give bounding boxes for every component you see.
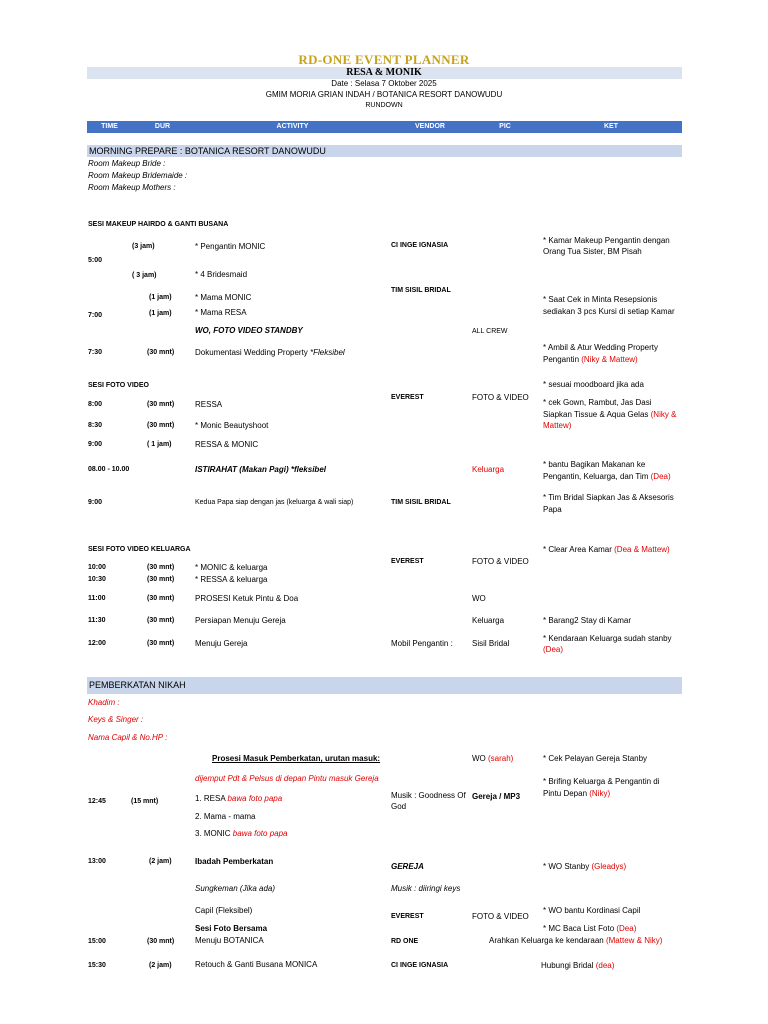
- dur-cell: (3 jam): [132, 243, 155, 250]
- col-dur: DUR: [154, 123, 171, 130]
- pic-cell: Gereja / MP3: [472, 792, 521, 801]
- vendor-cell: RD ONE: [391, 938, 419, 945]
- dur-cell: (30 mnt): [147, 640, 175, 647]
- dur-cell: ( 3 jam): [132, 272, 157, 279]
- dur-cell: (30 mnt): [147, 595, 175, 602]
- col-time: TIME: [101, 123, 118, 130]
- ket-cell: * Kendaraan Keluarga sudah stanby: [543, 634, 672, 643]
- morning-note: Room Makeup Bridemaide :: [88, 171, 188, 180]
- ket-cell: * WO Stanby (Gleadys): [543, 862, 627, 871]
- section-title-makeup: SESI MAKEUP HAIRDO & GANTI BUSANA: [88, 221, 229, 228]
- time-cell: 11:30: [88, 617, 106, 624]
- time-cell: 10:30: [88, 576, 106, 583]
- section-title-foto: SESI FOTO VIDEO: [88, 382, 149, 389]
- activity-cell: * MONIC & keluarga: [195, 563, 268, 572]
- pic-cell: WO (sarah): [472, 754, 514, 763]
- time-cell: 8:00: [88, 401, 103, 408]
- activity-cell: Sesi Foto Bersama: [195, 924, 268, 933]
- activity-cell: * Pengantin MONIC: [195, 242, 266, 251]
- dur-cell: (2 jam): [149, 858, 172, 865]
- pic-cell: FOTO & VIDEO: [472, 557, 529, 566]
- time-cell: 7:00: [88, 312, 103, 319]
- dur-cell: (1 jam): [149, 294, 172, 301]
- vendor-cell: Musik : Goodness Of: [391, 791, 466, 800]
- ket-cell: Pintu Depan (Niky): [543, 789, 611, 798]
- nikah-note: Nama Capil & No.HP :: [88, 733, 168, 742]
- col-activity: ACTIVITY: [276, 123, 309, 130]
- activity-cell: ISTIRAHAT (Makan Pagi) *fleksibel: [195, 465, 326, 474]
- dur-cell: ( 1 jam): [147, 441, 172, 448]
- ket-cell: * WO bantu Kordinasi Capil: [543, 906, 641, 915]
- time-cell: 5:00: [88, 257, 103, 264]
- morning-note: Room Makeup Mothers :: [88, 183, 176, 192]
- ket-cell: * Brifing Keluarga & Pengantin di: [543, 777, 660, 786]
- activity-cell: RESSA: [195, 400, 223, 409]
- pic-cell: Keluarga: [472, 465, 505, 474]
- activity-cell: * Mama MONIC: [195, 293, 252, 302]
- ket-cell: * MC Baca List Foto (Dea): [543, 924, 637, 933]
- couple-name: RESA & MONIK: [346, 67, 422, 78]
- ket-cell: Papa: [543, 505, 562, 514]
- ket-cell: * Clear Area Kamar (Dea & Mattew): [543, 545, 670, 554]
- activity-cell: 1. RESA bawa foto papa: [195, 794, 283, 803]
- brand-title: RD-ONE EVENT PLANNER: [298, 52, 470, 67]
- ket-cell: * Cek Pelayan Gereja Stanby: [543, 754, 648, 763]
- ket-cell: Arahkan Keluarga ke kendaraan (Mattew & Niky): [489, 936, 663, 945]
- pic-cell: Keluarga: [472, 616, 505, 625]
- nikah-note: Keys & Singer :: [88, 715, 144, 724]
- ket-cell: * sesuai moodboard jika ada: [543, 380, 644, 389]
- morning-note: Room Makeup Bride :: [88, 159, 166, 168]
- dur-cell: (30 mnt): [147, 401, 175, 408]
- col-ket: KET: [604, 123, 618, 130]
- col-vendor: VENDOR: [415, 123, 445, 130]
- dur-cell: (30 mnt): [147, 349, 175, 356]
- activity-cell: Prosesi Masuk Pemberkatan, urutan masuk:: [212, 754, 381, 763]
- nikah-note: Khadim :: [88, 698, 120, 707]
- rundown-label: RUNDOWN: [365, 102, 403, 109]
- event-venue: GMIM MORIA GRIAN INDAH / BOTANICA RESORT DANOWUDU: [265, 90, 503, 99]
- section-title-keluarga: SESI FOTO VIDEO KELUARGA: [88, 546, 191, 553]
- section-title-morning: MORNING PREPARE : BOTANICA RESORT DANOWUDU: [89, 146, 326, 156]
- activity-cell: * Monic Beautyshoot: [195, 421, 269, 430]
- activity-cell: Persiapan Menuju Gereja: [195, 616, 286, 625]
- activity-cell: Capil (Fleksibel): [195, 906, 253, 915]
- time-cell: 12:00: [88, 640, 106, 647]
- pic-cell: WO: [472, 594, 486, 603]
- dur-cell: (30 mnt): [147, 576, 175, 583]
- time-cell: 9:00: [88, 499, 103, 506]
- time-cell: 13:00: [88, 858, 106, 865]
- dur-cell: (2 jam): [149, 962, 172, 969]
- dur-cell: (30 mnt): [147, 938, 175, 945]
- pic-cell: FOTO & VIDEO: [472, 912, 529, 921]
- activity-cell: Kedua Papa siap dengan jas (keluarga & wali siap): [195, 499, 354, 506]
- ket-cell: Siapkan Tissue & Aqua Gelas (Niky &: [543, 410, 677, 419]
- vendor-cell: TIM SISIL BRIDAL: [391, 287, 451, 294]
- ket-cell: * Saat Cek in Minta Resepsionis: [543, 295, 658, 304]
- activity-cell: * RESSA & keluarga: [195, 575, 268, 584]
- vendor-cell: EVEREST: [391, 558, 424, 565]
- time-cell: 15:00: [88, 938, 106, 945]
- activity-cell: 3. MONIC bawa foto papa: [195, 829, 288, 838]
- ket-cell: * Kamar Makeup Pengantin dengan: [543, 236, 670, 245]
- col-pic: PIC: [499, 123, 511, 130]
- activity-cell: * 4 Bridesmaid: [195, 270, 248, 279]
- vendor-cell: EVEREST: [391, 913, 424, 920]
- ket-cell: Hubungi Bridal (dea): [541, 961, 615, 970]
- pic-cell: FOTO & VIDEO: [472, 393, 529, 402]
- activity-cell: Dokumentasi Wedding Property *Fleksibel: [195, 348, 345, 357]
- pic-cell: ALL CREW: [472, 328, 508, 335]
- activity-cell: WO, FOTO VIDEO STANDBY: [195, 326, 303, 335]
- ket-cell: Pengantin, Keluarga, dan Tim (Dea): [543, 472, 671, 481]
- vendor-cell: EVEREST: [391, 394, 424, 401]
- activity-cell: Menuju BOTANICA: [195, 936, 264, 945]
- vendor-cell: Mobil Pengantin :: [391, 639, 453, 648]
- time-cell: 08.00 - 10.00: [88, 466, 130, 473]
- event-date: Date : Selasa 7 Oktober 2025: [331, 79, 437, 88]
- ket-cell: Mattew): [543, 421, 572, 430]
- dur-cell: (30 mnt): [147, 564, 175, 571]
- vendor-cell: Musik : diiringi keys: [391, 884, 461, 893]
- activity-cell: Menuju Gereja: [195, 639, 248, 648]
- activity-cell: dijemput Pdt & Pelsus di depan Pintu masuk Gereja: [195, 774, 379, 783]
- activity-cell: Retouch & Ganti Busana MONICA: [195, 960, 318, 969]
- ket-cell: (Dea): [543, 645, 564, 654]
- time-cell: 7:30: [88, 349, 103, 356]
- dur-cell: (30 mnt): [147, 422, 175, 429]
- activity-cell: Ibadah Pemberkatan: [195, 857, 274, 866]
- activity-cell: 2. Mama - mama: [195, 812, 256, 821]
- pic-cell: Sisil Bridal: [472, 639, 510, 648]
- vendor-cell: CI INGE IGNASIA: [391, 242, 449, 249]
- dur-cell: (1 jam): [149, 310, 172, 317]
- ket-cell: Orang Tua Sister, BM Pisah: [543, 247, 642, 256]
- ket-cell: * cek Gown, Rambut, Jas Dasi: [543, 398, 652, 407]
- vendor-cell: CI INGE IGNASIA: [391, 962, 449, 969]
- ket-cell: Pengantin (Niky & Mattew): [543, 355, 638, 364]
- ket-cell: * Barang2 Stay di Kamar: [543, 616, 632, 625]
- vendor-cell: God: [391, 802, 407, 811]
- time-cell: 8:30: [88, 422, 103, 429]
- vendor-cell: TIM SISIL BRIDAL: [391, 499, 451, 506]
- activity-cell: RESSA & MONIC: [195, 440, 259, 449]
- ket-cell: * bantu Bagikan Makanan ke: [543, 460, 646, 469]
- dur-cell: (15 mnt): [131, 798, 159, 805]
- ket-cell: * Tim Bridal Siapkan Jas & Aksesoris: [543, 493, 674, 502]
- ket-cell: sediakan 3 pcs Kursi di setiap Kamar: [543, 307, 675, 316]
- time-cell: 15:30: [88, 962, 106, 969]
- dur-cell: (30 mnt): [147, 617, 175, 624]
- vendor-cell: GEREJA: [391, 862, 424, 871]
- time-cell: 11:00: [88, 595, 106, 602]
- time-cell: 12:45: [88, 798, 106, 805]
- time-cell: 9:00: [88, 441, 103, 448]
- time-cell: 10:00: [88, 564, 106, 571]
- ket-cell: * Ambil & Atur Wedding Property: [543, 343, 659, 352]
- activity-cell: * Mama RESA: [195, 308, 247, 317]
- activity-cell: Sungkeman (Jika ada): [195, 884, 276, 893]
- activity-cell: PROSESI Ketuk Pintu & Doa: [195, 594, 299, 603]
- section-title-nikah: PEMBERKATAN NIKAH: [89, 680, 186, 690]
